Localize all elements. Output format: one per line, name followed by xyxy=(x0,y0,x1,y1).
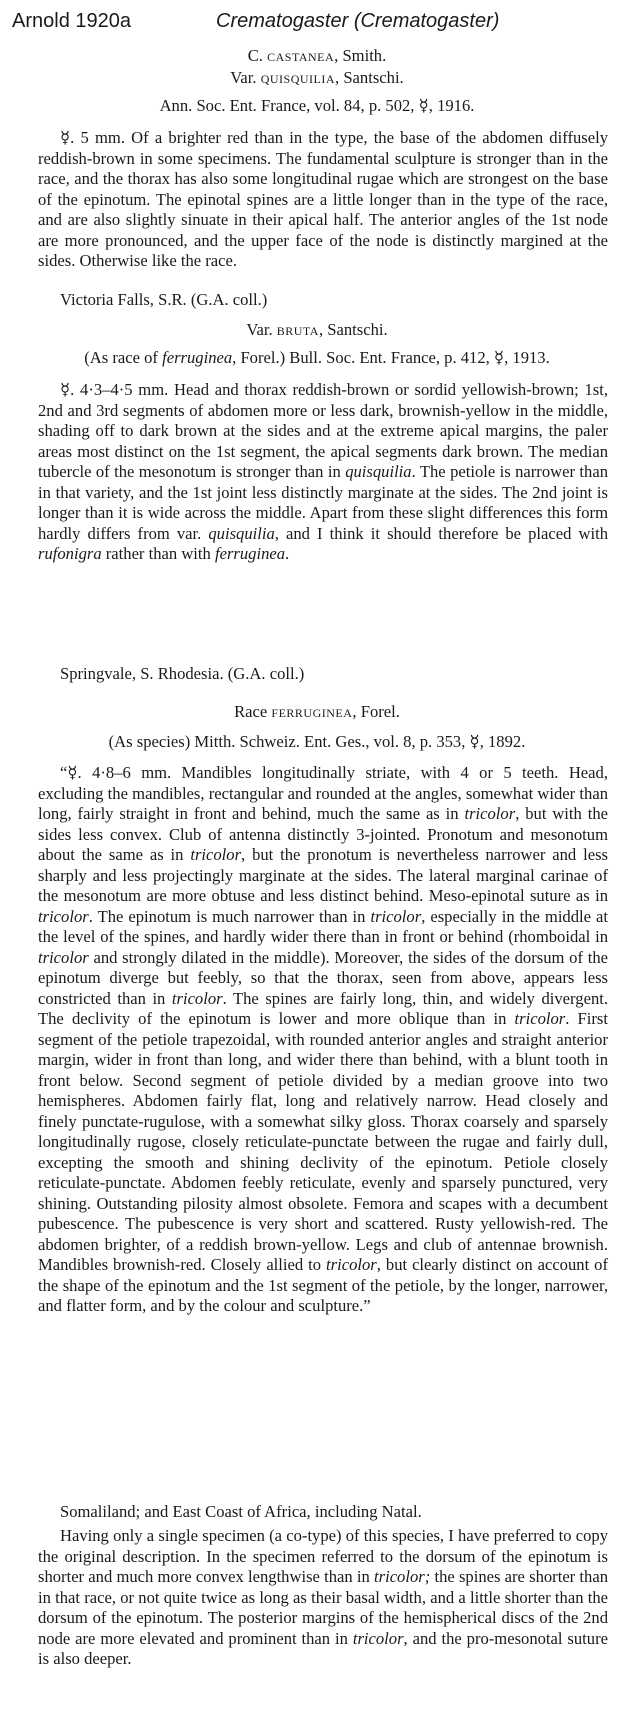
description-paragraph: ☿. 5 mm. Of a brighter red than in the type, the base of the abdomen diffusely reddish-brown in some specimens. The fundamental sculpture is stronger than in the race, and the thorax has also some longitudinal rugae which are strongest on the base of the epinotum. The epinotal spines are a little longer than in the type of the race, and are also slightly sinuate in their apical half. The anterior angles of the 1st node are more pronounced, and the upper face of the node is distinctly margined at the sides. Otherwise like the race. xyxy=(38,128,608,270)
reference-line: Ann. Soc. Ent. France, vol. 84, p. 502, ☿, 1916. xyxy=(159,96,475,115)
locality-line: Springvale, S. Rhodesia. (G.A. coll.) xyxy=(60,664,305,683)
header-citation: Arnold 1920a xyxy=(12,10,131,32)
variety-heading: Var. bruta, Santschi. xyxy=(246,320,388,339)
remarks-paragraph: Having only a single specimen (a co-type) of this species, I have preferred to copy the original description. In the specimen referred to the dorsum of the epinotum is shorter and much more convex lengthwise than in tricolor; the spines are shorter than in that race, or not quite twice as long as their basal width, and a little shorter than the dorsum of the epinotum. The posterior margins of the hemispherical discs of the 2nd node are more elevated and prominent than in tricolor, and the pro-mesonotal suture is also deeper. xyxy=(38,1526,608,1668)
locality-line: Victoria Falls, S.R. (G.A. coll.) xyxy=(60,290,268,309)
reference-line: (As species) Mitth. Schweiz. Ent. Ges., vol. 8, p. 353, ☿, 1892. xyxy=(108,732,526,751)
description-paragraph: “☿. 4·8–6 mm. Mandibles longitudinally striate, with 4 or 5 teeth. Head, excluding the mandibles, rectangular and rounded at the angles, somewhat wider than long, fairly straight in front and behind, much the same as in tricolor, but with the sides less convex. Club of antenna distinctly 3-jointed. Pronotum and mesonotum about the same as in tricolor, but the pronotum is nevertheless narrower and less sharply and less projectingly marginate at the sides. The lateral marginal carinae of the mesonotum are more obtuse and less distinct behind. Meso-epinotal suture as in tricolor. The epinotum is much narrower than in tricolor, especially in the middle at the level of the spines, and hardly wider there than in front or behind (rhomboidal in tricolor and strongly dilated in the middle). Moreover, the sides of the dorsum of the epinotum diverge but feebly, so that the thorax, seen from above, appears less constricted than in tricolor. The spines are fairly long, thin, and widely divergent. The declivity of the epinotum is lower and more oblique than in tricolor. First segment of the petiole trapezoidal, with rounded anterior angles and straight anterior margin, wider in front than long, and wider there than behind, with a blunt tooth in front below. Second segment of petiole divided by a median groove into two hemispheres. Abdomen fairly flat, long and relatively narrow. Head closely and finely punctate-rugulose, with a somewhat silky gloss. Thorax coarsely and sparsely longitudinally rugose, closely reticulate-punctate between the rugae and fairly dull, excepting the smooth and shining declivity of the epinotum. Petiole closely reticulate-punctate. Abdomen feebly reticulate, evenly and sparsely punctured, very shining. Outstanding pilosity almost obsolete. Femora and scapes with a decumbent pubescence. The pubescence is very short and scattered. Rusty yellowish-red. The abdomen brighter, of a reddish brown-yellow. Legs and club of antennae brownish. Mandibles brownish-red. Closely allied to tricolor, but clearly distinct on account of the shape of the epinotum and the 1st segment of the petiole, by the longer, narrower, and flatter form, and by the colour and sculpture.” xyxy=(38,763,608,1315)
variety-heading: Var. quisquilia, Santschi. xyxy=(230,68,404,87)
locality-line: Somaliland; and East Coast of Africa, including Natal. xyxy=(60,1502,422,1521)
description-paragraph: ☿. 4·3–4·5 mm. Head and thorax reddish-brown or sordid yellowish-brown; 1st, 2nd and 3rd segments of abdomen more or less dark, brownish-yellow in the middle, shading off to dark brown at the sides and at the extreme apical margins, the paler areas most distinct on the 1st segment, the apical segments dark brown. The median tubercle of the mesonotum is stronger than in quisquilia. The petiole is narrower than in that variety, and the 1st joint less distinctly marginate at the sides. The 2nd joint is longer than it is wide across the middle. Apart from these slight differences this form hardly differs from var. quisquilia, and I think it should therefore be placed with rufonigra rather than with ferruginea. xyxy=(38,380,608,563)
race-heading: Race ferruginea, Forel. xyxy=(234,702,400,721)
species-heading: C. castanea, Smith. xyxy=(247,46,387,65)
reference-line: (As race of ferruginea, Forel.) Bull. Soc. Ent. France, p. 412, ☿, 1913. xyxy=(84,348,550,367)
header-taxon: Crematogaster (Crematogaster) xyxy=(216,10,500,32)
